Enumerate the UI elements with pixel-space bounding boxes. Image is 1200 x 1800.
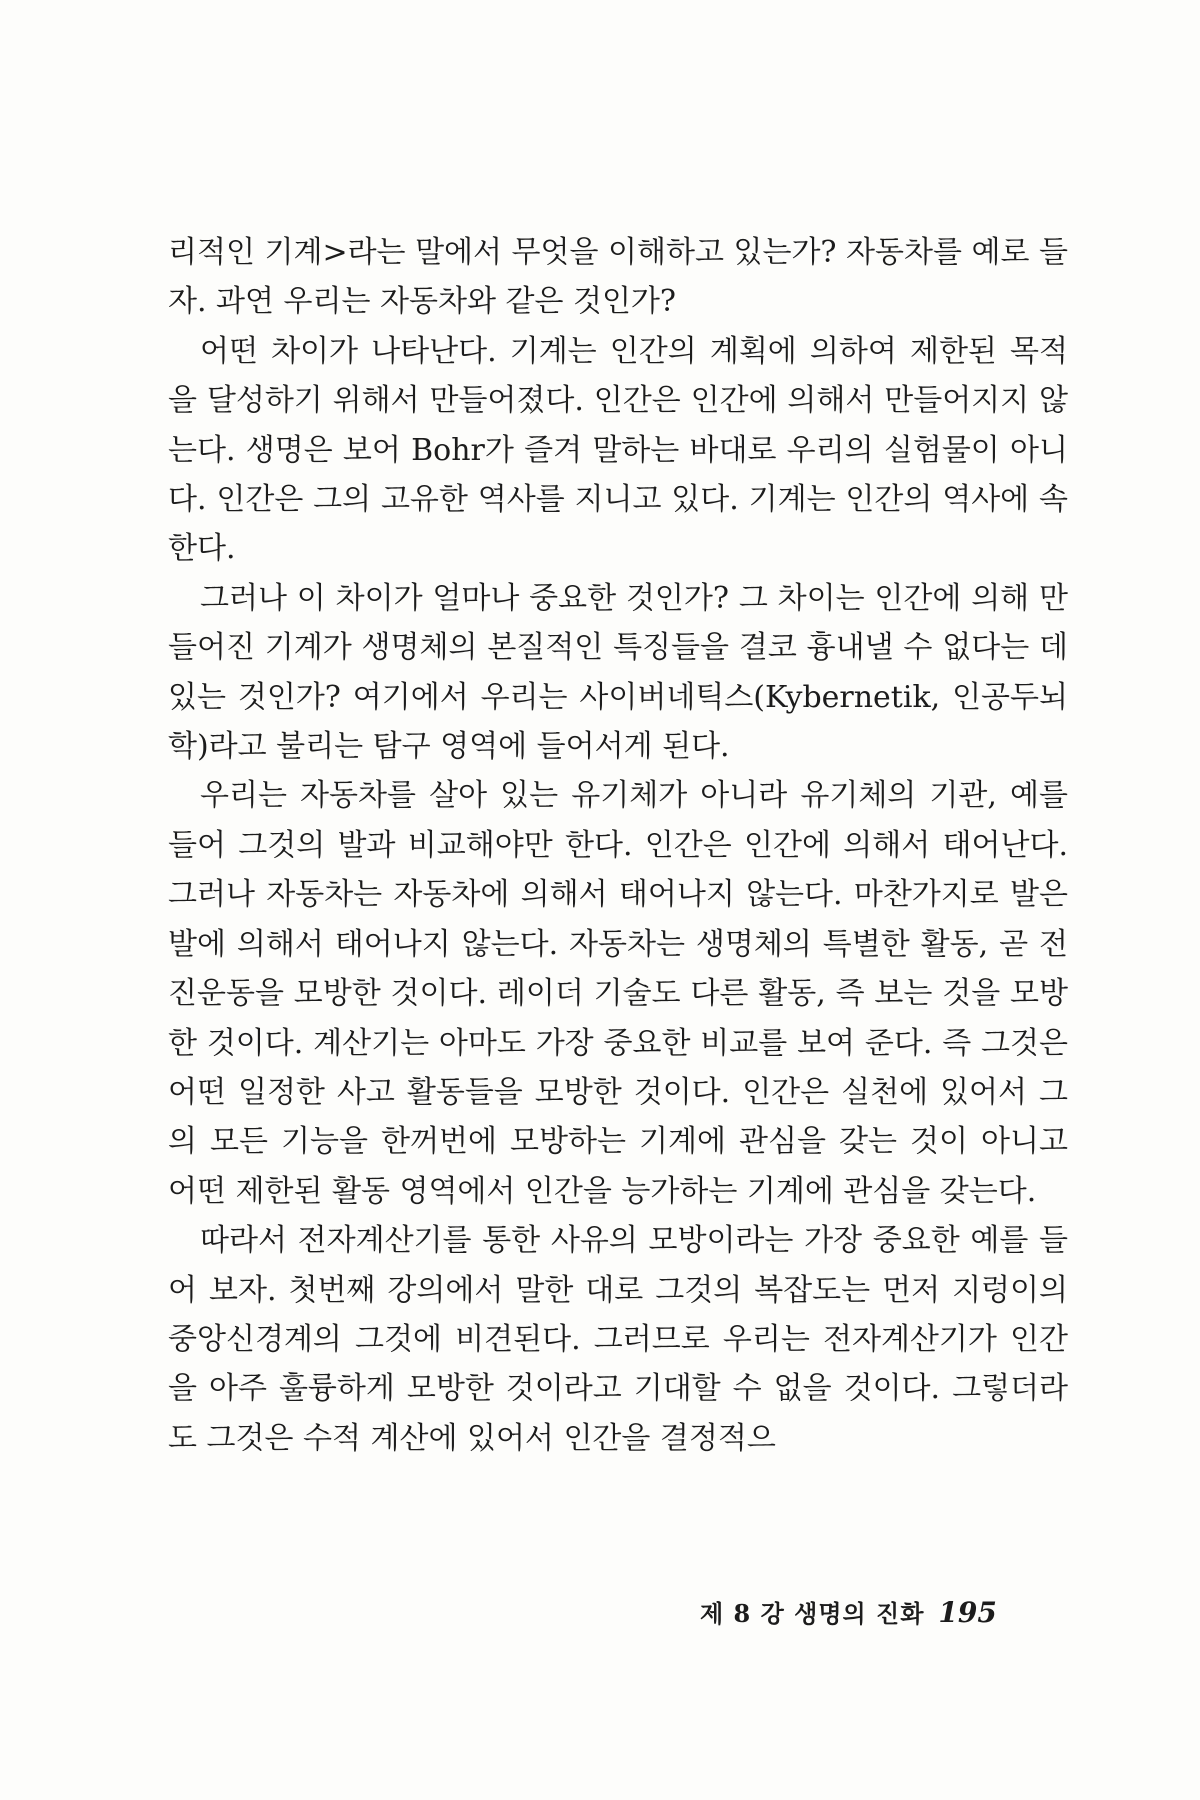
running-head: 제 8 강 생명의 진화 bbox=[700, 1599, 925, 1628]
page-number: 195 bbox=[938, 1596, 997, 1629]
paragraph: 그러나 이 차이가 얼마나 중요한 것인가? 그 차이는 인간에 의해 만들어진 기계가 생명체의 본질적인 특징들을 결코 흉내낼 수 없다는 데 있는 것인가? 여기에서 우리는 사이버네틱스(Kybernetik, 인공두뇌학)라고 불리는 탐구 영역에 들어서게 된다. bbox=[168, 580, 1068, 765]
paragraph: 따라서 전자계산기를 통한 사유의 모방이라는 가장 중요한 예를 들어 보자. 첫번째 강의에서 말한 대로 그것의 복잡도는 먼저 지렁이의 중앙신경계의 그것에 비견된다. 그러므로 우리는 전자계산기가 인간을 아주 훌륭하게 모방한 것이라고 기대할 수 없을 것이다. 그렇더라도 그것은 수적 계산에 있어서 인간을 결정적으 bbox=[168, 1223, 1068, 1456]
body-text bbox=[168, 228, 1068, 1463]
paragraph: 우리는 자동차를 살아 있는 유기체가 아니라 유기체의 기관, 예를 들어 그것의 발과 비교해야만 한다. 인간은 인간에 의해서 태어난다. 그러나 자동차는 자동차에 의해서 태어나지 않는다. 마찬가지로 발은 발에 의해서 태어나지 않는다. 자동차는 생명체의 특별한 활동, 곧 전진운동을 모방한 것이다. 레이더 기술도 다른 활동, 즉 보는 것을 모방한 것이다. 계산기는 아마도 가장 중요한 비교를 보여 준다. 즉 그것은 어떤 일정한 사고 활동들을 모방한 것이다. 인간은 실천에 있어서 그의 모든 기능을 한꺼번에 모방하는 기계에 관심을 갖는 것이 아니고 어떤 제한된 활동 영역에서 인간을 능가하는 기계에 관심을 갖는다. bbox=[168, 778, 1068, 1209]
page-footer bbox=[700, 1594, 1060, 1634]
paragraph-continued: 리적인 기계>라는 말에서 무엇을 이해하고 있는가? 자동차를 예로 들자. 과연 우리는 자동차와 같은 것인가? bbox=[168, 235, 1068, 320]
paragraph: 어떤 차이가 나타난다. 기계는 인간의 계획에 의하여 제한된 목적을 달성하기 위해서 만들어졌다. 인간은 인간에 의해서 만들어지지 않는다. 생명은 보어 Bohr가 즐겨 말하는 바대로 우리의 실험물이 아니다. 인간은 그의 고유한 역사를 지니고 있다. 기계는 인간의 역사에 속한다. bbox=[168, 333, 1068, 567]
